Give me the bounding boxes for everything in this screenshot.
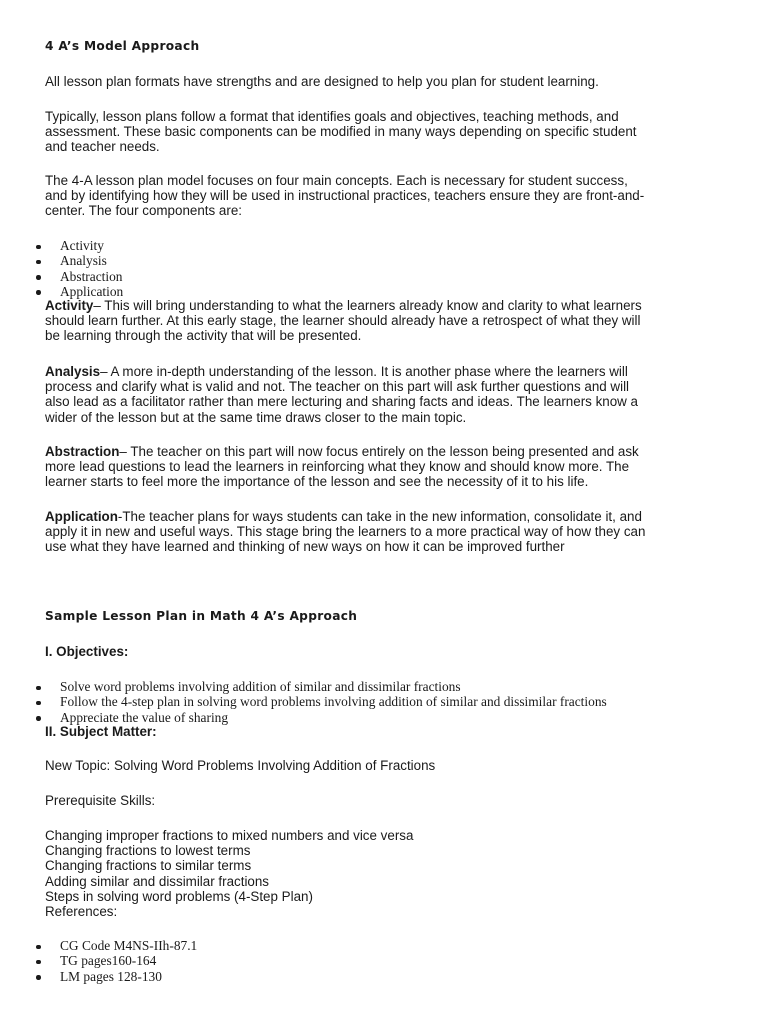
objectives-list [0,679,607,725]
text-line: center. The four components are: [45,203,243,219]
skills-list [45,828,735,919]
text-line: wider of the lesson but at the same time draws closer to the main topic. [45,409,467,425]
text-line: All lesson plan formats have strengths and are designed to help you plan for student learning. [45,74,599,89]
list-item: LM pages 128-130 [0,969,197,984]
text-line [45,364,735,379]
list-item: Abstraction [0,269,123,284]
text-line: be learning through the activity that will be presented. [45,328,362,344]
skill-item: Adding similar and dissimilar fractions [45,873,270,889]
text-line: Typically, lesson plans follow a format that identifies goals and objectives, teaching methods, and [45,109,619,124]
text-line: process and clarify what is valid and not. The teacher on this part will ask further questions and will [45,379,630,395]
list-item: Follow the 4-step plan in solving word problems involving addition of similar and dissimilar fractions [0,694,607,709]
list-item: Solve word problems involving addition of similar and dissimilar fractions [0,679,607,694]
list-item: Appreciate the value of sharing [0,710,607,725]
list-item: CG Code M4NS-IIh-87.1 [0,938,197,953]
application-text: -The teacher plans for ways students can take in the new information, consolidate it, and [117,509,642,524]
abstraction-paragraph [45,444,735,490]
text-line: The 4-A lesson plan model focuses on four main concepts. Each is necessary for student success, [45,173,628,188]
references-label: References: [45,904,118,920]
abstraction-term: Abstraction [45,444,120,459]
text-line: use what they have learned and thinking of new ways on how it can be improved further [45,539,565,555]
sample-lesson-title: Sample Lesson Plan in Math 4 A’s Approach [45,609,358,623]
application-term: Application [45,509,118,524]
abstraction-text: – The teacher on this part will now focus entirely on the lesson being presented and ask [119,444,639,459]
text-line: and by identifying how they will be used in instructional practices, teachers ensure they are front-and- [45,188,645,204]
text-line [45,298,735,313]
components-list [0,238,123,299]
document-title: 4 A’s Model Approach [45,39,200,53]
skill-item: Changing improper fractions to mixed numbers and vice versa [45,828,414,843]
analysis-term: Analysis [45,364,101,379]
skill-item: Changing fractions to lowest terms [45,843,251,859]
text-line: apply it in new and useful ways. This stage bring the learners to a more practical way of how they can [45,524,646,540]
activity-text: – This will bring understanding to what the learners already know and clarity to what learners [93,298,642,313]
text-line [45,509,735,524]
list-item: Activity [0,238,123,253]
new-topic: New Topic: Solving Word Problems Involving Addition of Fractions [45,758,436,773]
text-line: should learn further. At this early stage, the learner should already have a retrospect of what they will [45,313,641,329]
text-line: more lead questions to lead the learners in reinforcing what they know and should know more. The [45,459,630,475]
text-line [45,444,735,459]
subject-matter-heading: II. Subject Matter: [45,724,157,739]
text-line: assessment. These basic components can be modified in many ways depending on specific student [45,124,637,140]
analysis-paragraph [45,364,735,425]
intro-paragraph-2 [45,109,735,155]
activity-term: Activity [45,298,94,313]
skill-item: Steps in solving word problems (4-Step Plan) [45,888,313,904]
application-paragraph [45,509,735,555]
intro-paragraph-1 [45,74,735,89]
list-item: TG pages160-164 [0,953,197,968]
intro-paragraph-3 [45,173,735,219]
list-item: Analysis [0,253,123,268]
activity-paragraph [45,298,735,344]
prerequisite-label: Prerequisite Skills: [45,793,156,808]
objectives-heading: I. Objectives: [45,644,129,659]
text-line: also lead as a facilitator rather than mere lecturing and sharing facts and ideas. The learners know a [45,394,638,410]
references-list [0,938,197,984]
list-item: Application [0,284,123,299]
analysis-text: – A more in-depth understanding of the lesson. It is another phase where the learners will [100,364,628,379]
skill-item: Changing fractions to similar terms [45,858,252,874]
text-line: and teacher needs. [45,139,160,155]
text-line: learner starts to feel more the importance of the lesson and see the necessity of it to his life. [45,474,589,490]
